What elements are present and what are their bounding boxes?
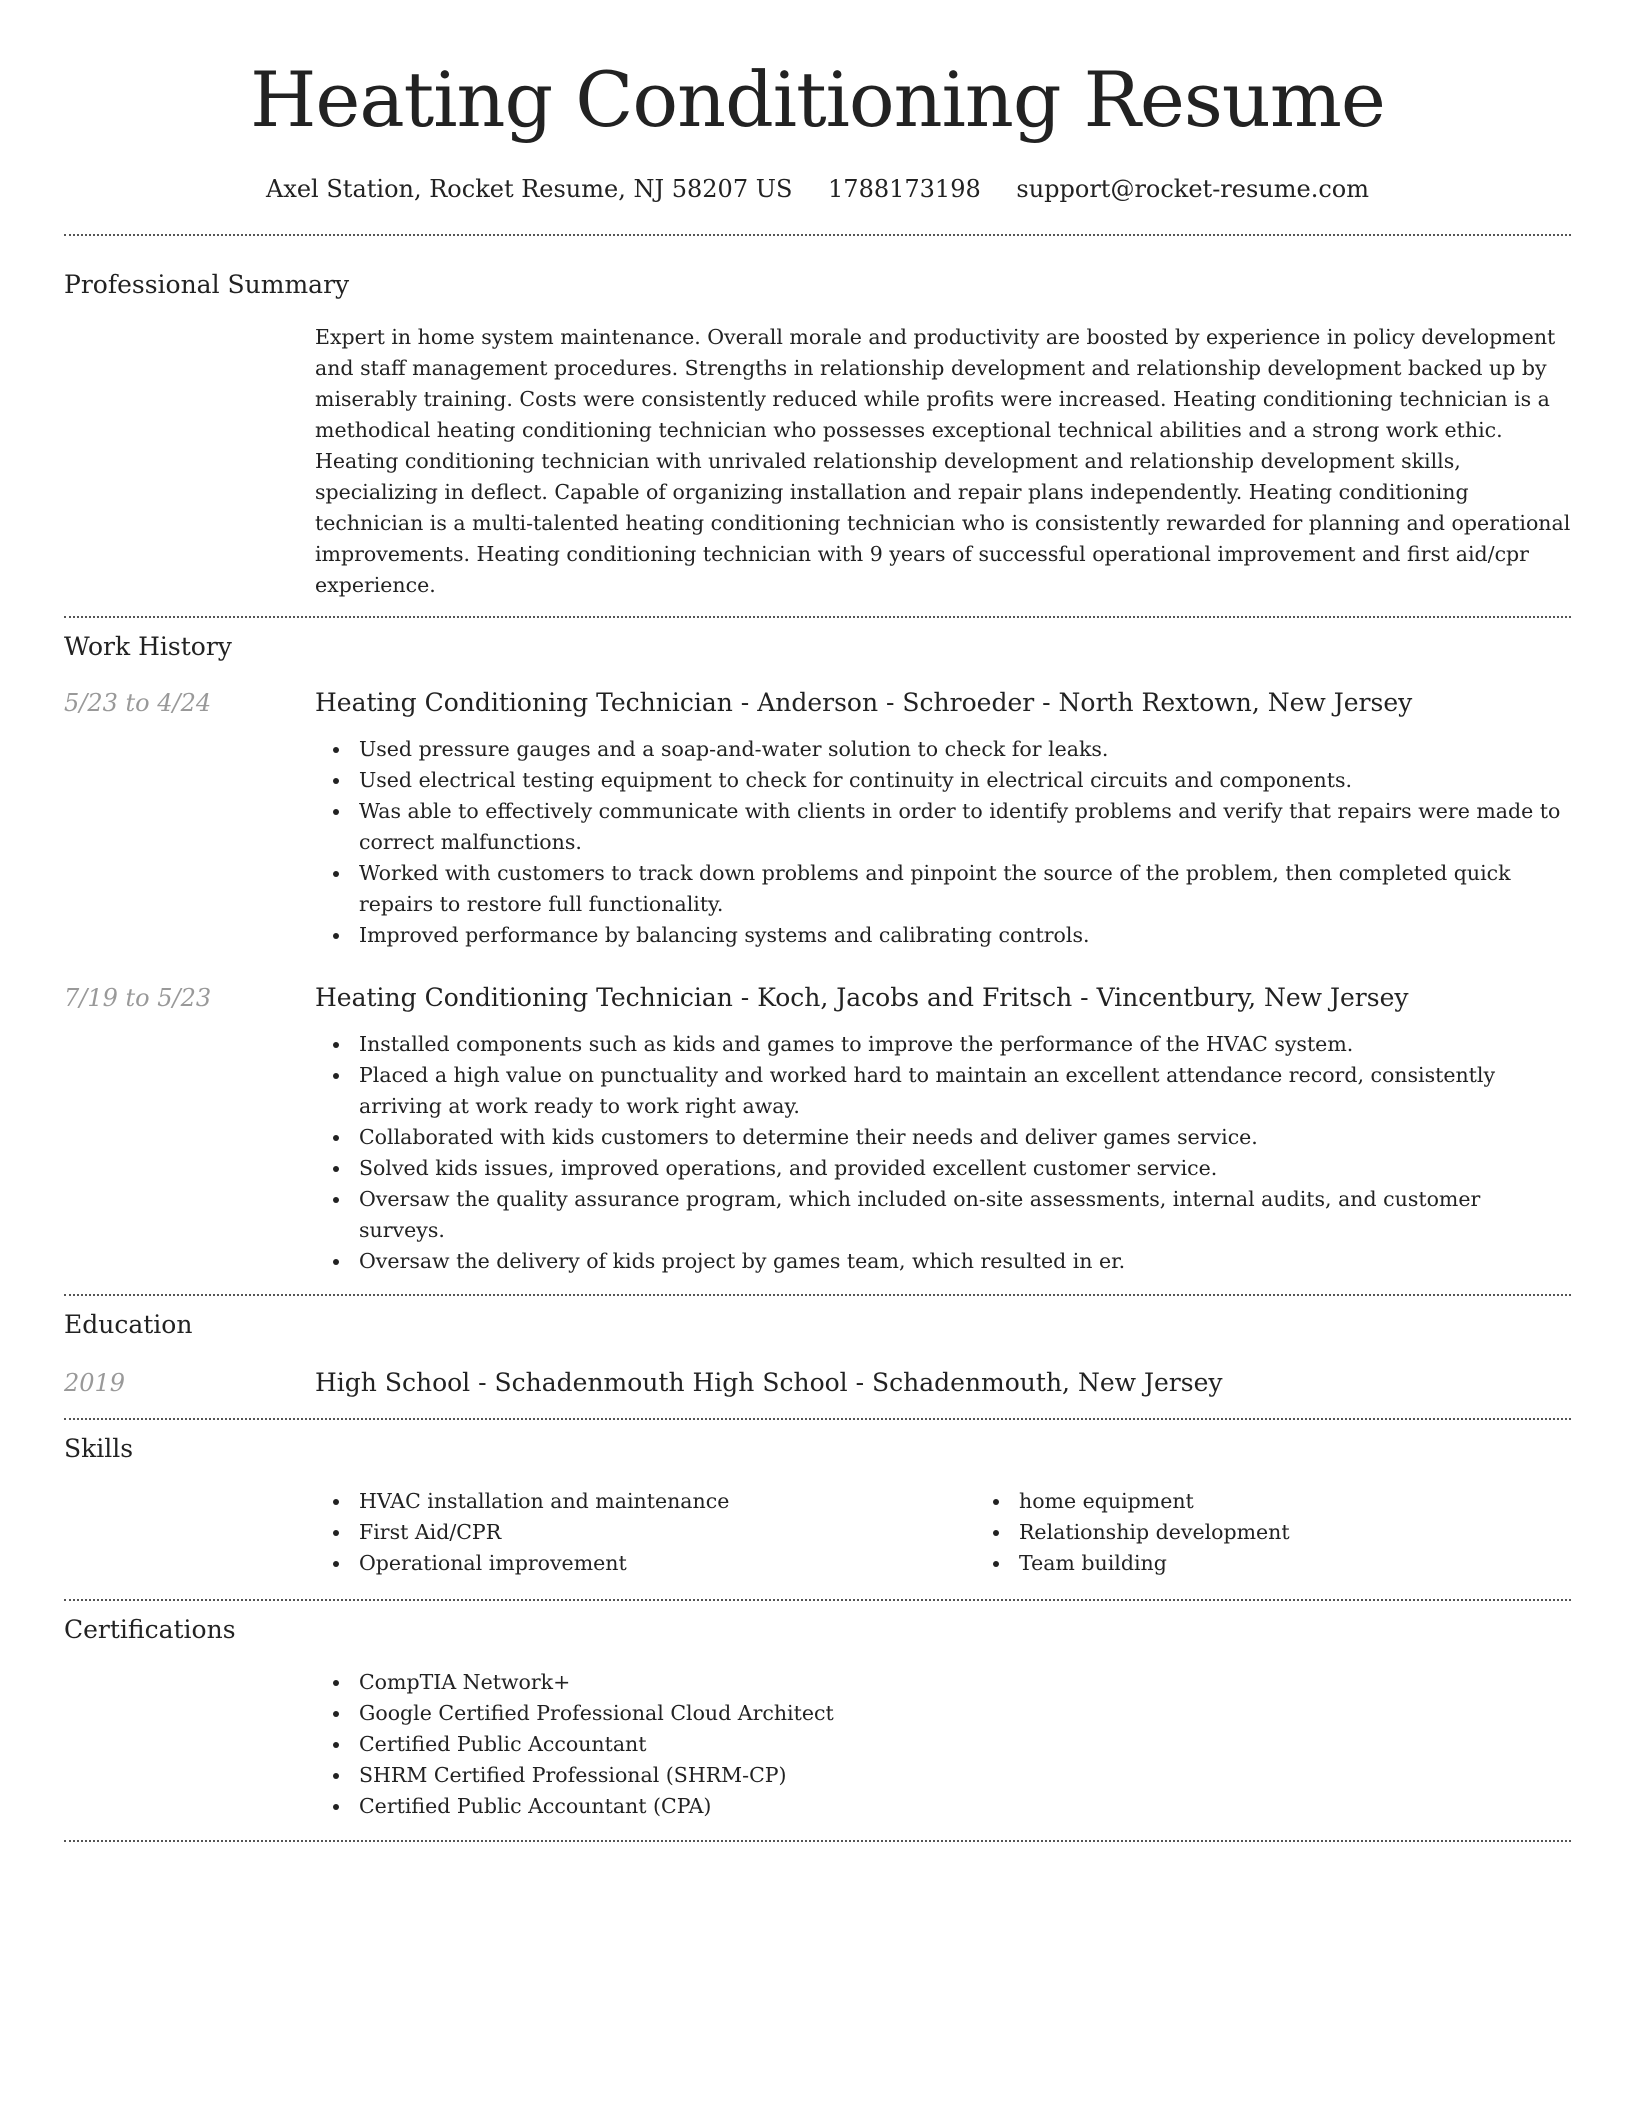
certifications-list — [315, 1667, 1571, 1822]
resume-page — [64, 0, 1571, 1842]
job-bullet: Placed a high value on punctuality and worked hard to maintain an excellent attendance record, consistently arriving at work ready to work right away. — [359, 1060, 1571, 1122]
job-bullet: Installed components such as kids and games to improve the performance of the HVAC system. — [359, 1029, 1571, 1060]
summary-section — [64, 236, 1571, 601]
job-bullet: Used electrical testing equipment to check for continuity in electrical circuits and components. — [359, 765, 1571, 796]
certification-item: Certified Public Accountant (CPA) — [359, 1791, 1571, 1822]
job-bullet-list — [315, 734, 1571, 951]
skill-item: First Aid/CPR — [359, 1517, 975, 1548]
education-entry — [64, 1366, 1571, 1400]
work-history-heading: Work History — [64, 632, 232, 661]
skill-item: home equipment — [1019, 1486, 1632, 1517]
education-heading: Education — [64, 1310, 193, 1339]
certification-item: Certified Public Accountant — [359, 1729, 1571, 1760]
certification-item: SHRM Certified Professional (SHRM-CP) — [359, 1760, 1571, 1791]
summary-text: Expert in home system maintenance. Overall morale and productivity are boosted by experience in policy development and staff management procedures. Strengths in relationship development and relationship development backed up by miserably training. Costs were consistently reduced while profits were increased. Heating conditioning technician is a methodical heating conditioning technician who possesses exceptional technical abilities and a strong work ethic. Heating conditioning technician with unrivaled relationship development and relationship development skills, specializing in deflect. Capable of organizing installation and repair plans independently. Heating conditioning technician is a multi-talented heating conditioning technician who is consistently rewarded for planning and operational improvements. Heating conditioning technician with 9 years of successful operational improvement and first aid/cpr experience. — [315, 325, 1571, 597]
resume-header — [64, 0, 1571, 206]
skill-item: Operational improvement — [359, 1548, 975, 1579]
skill-item: Team building — [1019, 1548, 1632, 1579]
skill-item: HVAC installation and maintenance — [359, 1486, 975, 1517]
education-heading-line: High School - Schadenmouth High School - Schadenmouth, New Jersey — [315, 1368, 1223, 1397]
job-heading: Heating Conditioning Technician - Koch, Jacobs and Fritsch - Vincentbury, New Jersey — [315, 983, 1409, 1012]
certifications-heading: Certifications — [64, 1615, 236, 1644]
skills-list-right — [975, 1486, 1632, 1579]
certification-item: CompTIA Network+ — [359, 1667, 1571, 1698]
skills-list-left — [315, 1486, 975, 1579]
certification-item: Google Certified Professional Cloud Architect — [359, 1698, 1571, 1729]
contact-address: Axel Station, Rocket Resume, NJ 58207 US — [265, 175, 793, 203]
job-bullet: Oversaw the quality assurance program, which included on-site assessments, internal audits, and customer surveys. — [359, 1184, 1571, 1246]
job-dates: 7/19 to 5/23 — [64, 984, 212, 1012]
education-year: 2019 — [64, 1369, 126, 1397]
summary-heading: Professional Summary — [64, 270, 350, 299]
job-bullet: Worked with customers to track down problems and pinpoint the source of the problem, then completed quick repairs to restore full functionality. — [359, 858, 1571, 920]
job-bullet-list — [315, 1029, 1571, 1277]
job-bullet: Used pressure gauges and a soap-and-water solution to check for leaks. — [359, 734, 1571, 765]
job-entry — [64, 981, 1571, 1277]
job-entry — [64, 686, 1571, 951]
resume-title: Heating Conditioning Resume — [250, 55, 1385, 144]
divider — [64, 1840, 1571, 1842]
job-heading: Heating Conditioning Technician - Anderson - Schroeder - North Rextown, New Jersey — [315, 688, 1413, 717]
job-bullet: Solved kids issues, improved operations, and provided excellent customer service. — [359, 1153, 1571, 1184]
job-bullet: Oversaw the delivery of kids project by games team, which resulted in er. — [359, 1246, 1571, 1277]
job-dates: 5/23 to 4/24 — [64, 689, 212, 717]
skill-item: Relationship development — [1019, 1517, 1632, 1548]
education-section — [64, 1296, 1571, 1400]
skills-grid — [315, 1486, 1632, 1579]
skills-section — [64, 1420, 1571, 1579]
certifications-section — [64, 1601, 1571, 1822]
job-bullet: Collaborated with kids customers to determine their needs and deliver games service. — [359, 1122, 1571, 1153]
contact-phone: 1788173198 — [828, 175, 981, 203]
contact-email: support@rocket-resume.com — [1016, 175, 1369, 203]
work-history-section — [64, 618, 1571, 1277]
contact-line — [64, 172, 1571, 206]
job-bullet: Improved performance by balancing systems and calibrating controls. — [359, 920, 1571, 951]
skills-heading: Skills — [64, 1434, 134, 1463]
job-bullet: Was able to effectively communicate with clients in order to identify problems and verify that repairs were made to correct malfunctions. — [359, 796, 1571, 858]
